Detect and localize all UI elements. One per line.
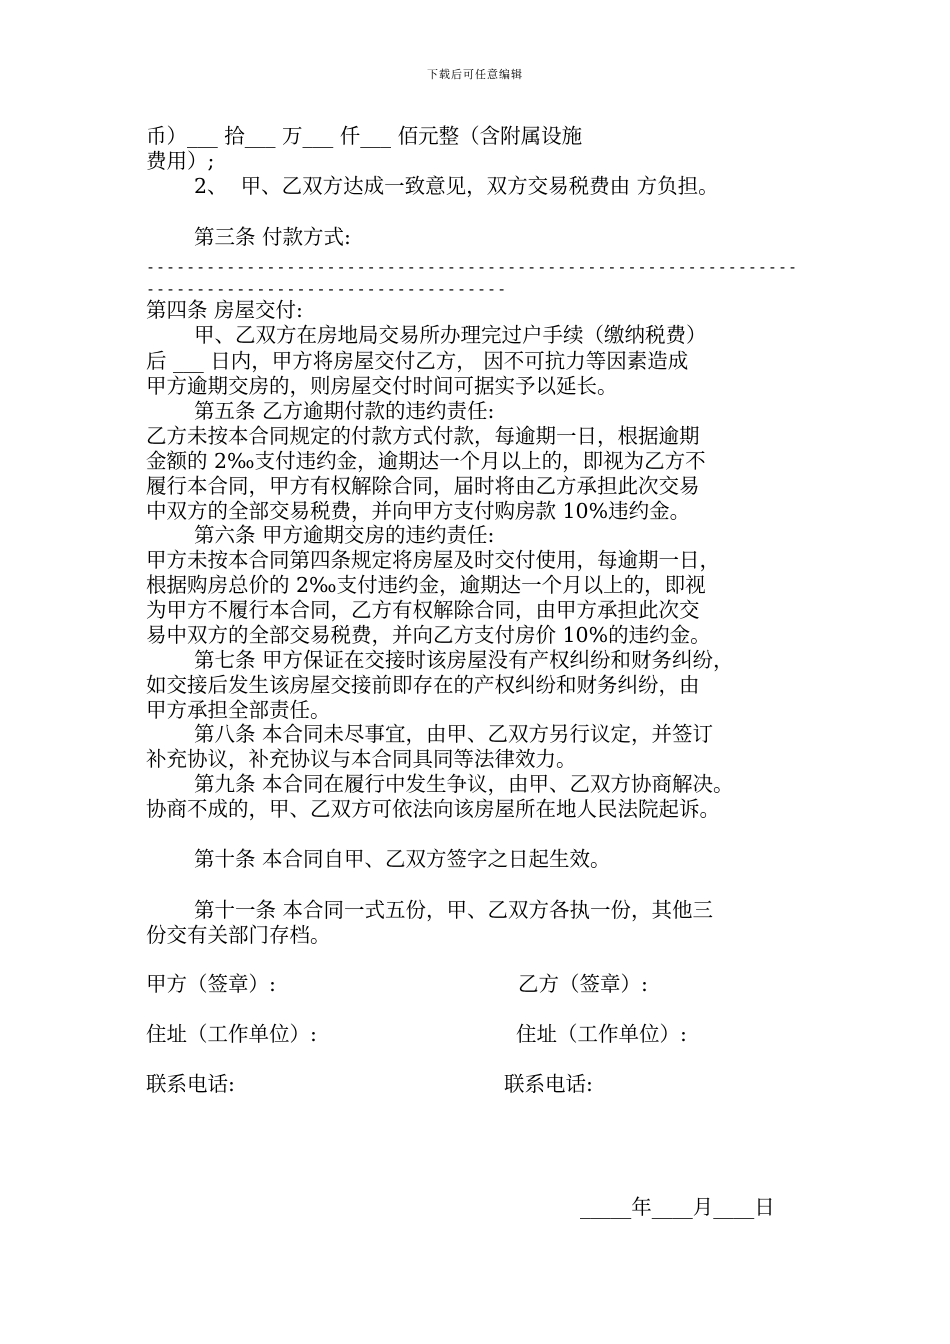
contract-line: 甲、乙双方在房地局交易所办理完过户手续（缴纳税费） bbox=[194, 323, 707, 347]
contract-line: 补充协议，补充协议与本合同具同等法律效力。 bbox=[146, 747, 577, 771]
blank-line: ------------------------------------ bbox=[146, 280, 508, 298]
contract-line: 为甲方不履行本合同，乙方有权解除合同，由甲方承担此次交 bbox=[146, 598, 700, 622]
section-7: 第七条 甲方保证在交接时该房屋没有产权纠纷和财务纠纷， bbox=[194, 648, 734, 672]
contract-line: 乙方未按本合同规定的付款方式付款，每逾期一日，根据逾期 bbox=[146, 424, 700, 448]
section-9: 第九条 本合同在履行中发生争议，由甲、乙双方协商解决。 bbox=[194, 772, 734, 796]
blank-line: ----------------------------------------------------------------- bbox=[146, 258, 798, 276]
party-b-phone-label: 联系电话: bbox=[504, 1072, 593, 1096]
contract-line: 后 ___ 日内，甲方将房屋交付乙方， 因不可抗力等因素造成 bbox=[146, 349, 689, 373]
contract-line: 协商不成的，甲、乙双方可依法向该房屋所在地人民法院起诉。 bbox=[146, 797, 720, 821]
contract-line: 币）___ 拾___ 万___ 仟___ 佰元整（含附属设施 bbox=[146, 124, 583, 148]
section-heading-6: 第六条 甲方逾期交房的违约责任: bbox=[194, 523, 495, 547]
section-10: 第十条 本合同自甲、乙双方签字之日起生效。 bbox=[194, 847, 611, 871]
section-8: 第八条 本合同未尽事宜，由甲、乙双方另行议定，并签订 bbox=[194, 722, 714, 746]
contract-line: 如交接后发生该房屋交接前即存在的产权纠纷和财务纠纷，由 bbox=[146, 673, 700, 697]
section-heading-5: 第五条 乙方逾期付款的违约责任: bbox=[194, 399, 495, 423]
contract-line: 费用）; bbox=[146, 149, 215, 173]
contract-line: 份交有关部门存档。 bbox=[146, 923, 331, 947]
contract-line: 甲方承担全部责任。 bbox=[146, 698, 331, 722]
contract-line: 甲方未按本合同第四条规定将房屋及时交付使用，每逾期一日， bbox=[146, 548, 720, 572]
signing-date: _____年____月____日 bbox=[580, 1195, 775, 1219]
contract-line: 2、 甲、乙双方达成一致意见，双方交易税费由 方负担。 bbox=[194, 174, 719, 198]
page-header: 下载后可任意编辑 bbox=[427, 68, 523, 81]
section-11: 第十一条 本合同一式五份，甲、乙双方各执一份，其他三 bbox=[194, 898, 714, 922]
contract-line: 中双方的全部交易税费，并向甲方支付购房款 10%违约金。 bbox=[146, 499, 691, 523]
contract-line: 易中双方的全部交易税费，并向乙方支付房价 10%的违约金。 bbox=[146, 623, 711, 647]
contract-line: 履行本合同，甲方有权解除合同，届时将由乙方承担此次交易 bbox=[146, 474, 700, 498]
section-heading-4: 第四条 房屋交付: bbox=[146, 298, 303, 322]
party-b-address-label: 住址（工作单位）: bbox=[516, 1022, 687, 1046]
contract-line: 甲方逾期交房的，则房屋交付时间可据实予以延长。 bbox=[146, 374, 618, 398]
party-a-address-label: 住址（工作单位）: bbox=[146, 1022, 317, 1046]
party-a-seal-label: 甲方（签章）: bbox=[146, 972, 276, 996]
party-a-phone-label: 联系电话: bbox=[146, 1072, 235, 1096]
section-heading-3: 第三条 付款方式: bbox=[194, 225, 351, 249]
contract-line: 金额的 2‰支付违约金，逾期达一个月以上的，即视为乙方不 bbox=[146, 449, 706, 473]
party-b-seal-label: 乙方（签章）: bbox=[518, 972, 648, 996]
contract-line: 根据购房总价的 2‰支付违约金，逾期达一个月以上的，即视 bbox=[146, 573, 706, 597]
